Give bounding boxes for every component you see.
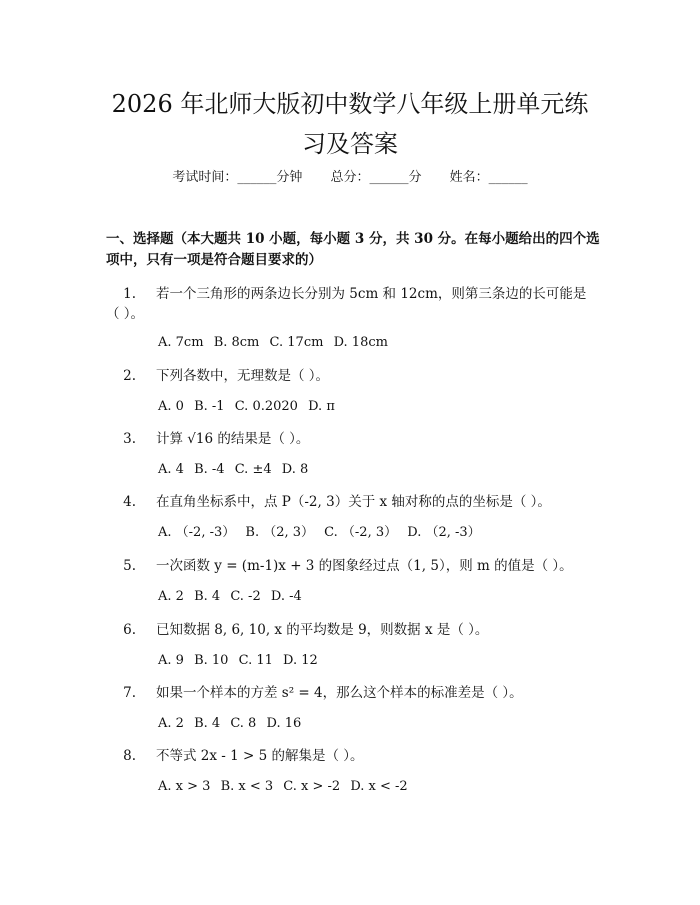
option-c: C. 11 xyxy=(238,653,273,668)
question-text: 下列各数中，无理数是（ ）。 xyxy=(156,368,330,384)
question-text: 若一个三角形的两条边长分别为 5cm 和 12cm，则第三条边的长可能是 xyxy=(156,286,587,302)
title-line-2: 习及答案 xyxy=(302,130,398,158)
option-c: C. 0.2020 xyxy=(234,399,298,414)
option-b: B. 10 xyxy=(194,653,229,668)
option-b: B. -1 xyxy=(194,399,225,414)
option-c: C. -2 xyxy=(230,589,261,604)
option-b: B. 4 xyxy=(194,716,221,731)
option-c: C. （-2, 3） xyxy=(324,525,398,540)
question-8-options xyxy=(158,777,414,797)
option-c: C. 8 xyxy=(230,716,257,731)
question-text-line-2: （ ）。 xyxy=(106,306,145,322)
question-number: 6. xyxy=(123,622,136,638)
name-label: 姓名：______ xyxy=(449,170,528,185)
exam-meta xyxy=(0,169,700,187)
question-1-options xyxy=(158,333,394,353)
question-text: 在直角坐标系中，点 P（-2, 3）关于 x 轴对称的点的坐标是（ ）。 xyxy=(156,494,551,510)
option-b: B. （2, 3） xyxy=(245,525,315,540)
question-2-options xyxy=(158,397,341,417)
question-text: 如果一个样本的方差 s² = 4，那么这个样本的标准差是（ ）。 xyxy=(156,685,523,701)
score-label: 总分：______分 xyxy=(330,170,422,185)
option-c: C. 17cm xyxy=(269,335,324,350)
option-b: B. 4 xyxy=(194,589,221,604)
question-number: 1. xyxy=(123,286,136,302)
question-3-options xyxy=(158,460,314,480)
option-d: D. 12 xyxy=(283,653,318,668)
question-number: 4. xyxy=(123,494,136,510)
option-a: A. x > 3 xyxy=(158,779,211,794)
question-4-options xyxy=(158,523,487,543)
question-number: 2. xyxy=(123,368,136,384)
question-5-options xyxy=(158,587,308,607)
option-a: A. （-2, -3） xyxy=(158,525,236,540)
option-d: D. π xyxy=(308,399,335,414)
option-d: D. 18cm xyxy=(333,335,388,350)
option-a: A. 4 xyxy=(158,462,184,477)
option-a: A. 0 xyxy=(158,399,184,414)
option-b: B. 8cm xyxy=(213,335,260,350)
question-number: 7. xyxy=(123,685,136,701)
section-heading-line-2: 项中，只有一项是符合题目要求的） xyxy=(106,252,322,268)
time-label: 考试时间：______分钟 xyxy=(172,170,303,185)
option-a: A. 2 xyxy=(158,716,184,731)
option-a: A. 2 xyxy=(158,589,184,604)
option-c: C. x > -2 xyxy=(283,779,341,794)
option-b: B. -4 xyxy=(194,462,225,477)
section-heading-line-1: 一、选择题（本大题共 10 小题，每小题 3 分，共 30 分。在每小题给出的四个选 xyxy=(106,231,600,247)
option-a: A. 9 xyxy=(158,653,184,668)
question-text: 计算 √16 的结果是（ ）。 xyxy=(156,431,310,447)
question-number: 8. xyxy=(123,748,136,764)
question-6-options xyxy=(158,651,324,671)
document-title xyxy=(80,84,620,164)
option-d: D. -4 xyxy=(270,589,302,604)
option-d: D. 8 xyxy=(281,462,309,477)
question-text: 已知数据 8, 6, 10, x 的平均数是 9，则数据 x 是（ ）。 xyxy=(156,622,489,638)
question-text: 一次函数 y = (m-1)x + 3 的图象经过点（1, 5），则 m 的值是（ ）。 xyxy=(156,558,573,574)
title-line-1: 2026 年北师大版初中数学八年级上册单元练 xyxy=(111,90,589,118)
option-d: D. （2, -3） xyxy=(407,525,481,540)
question-number: 3. xyxy=(123,431,136,447)
question-text: 不等式 2x - 1 > 5 的解集是（ ）。 xyxy=(156,748,364,764)
question-number: 5. xyxy=(123,558,136,574)
section-heading xyxy=(106,229,626,271)
question-7-options xyxy=(158,714,307,734)
question-1-continued xyxy=(106,303,144,325)
option-c: C. ±4 xyxy=(234,462,272,477)
option-b: B. x < 3 xyxy=(220,779,274,794)
option-d: D. 16 xyxy=(266,716,302,731)
option-d: D. x < -2 xyxy=(350,779,408,794)
option-a: A. 7cm xyxy=(158,335,204,350)
